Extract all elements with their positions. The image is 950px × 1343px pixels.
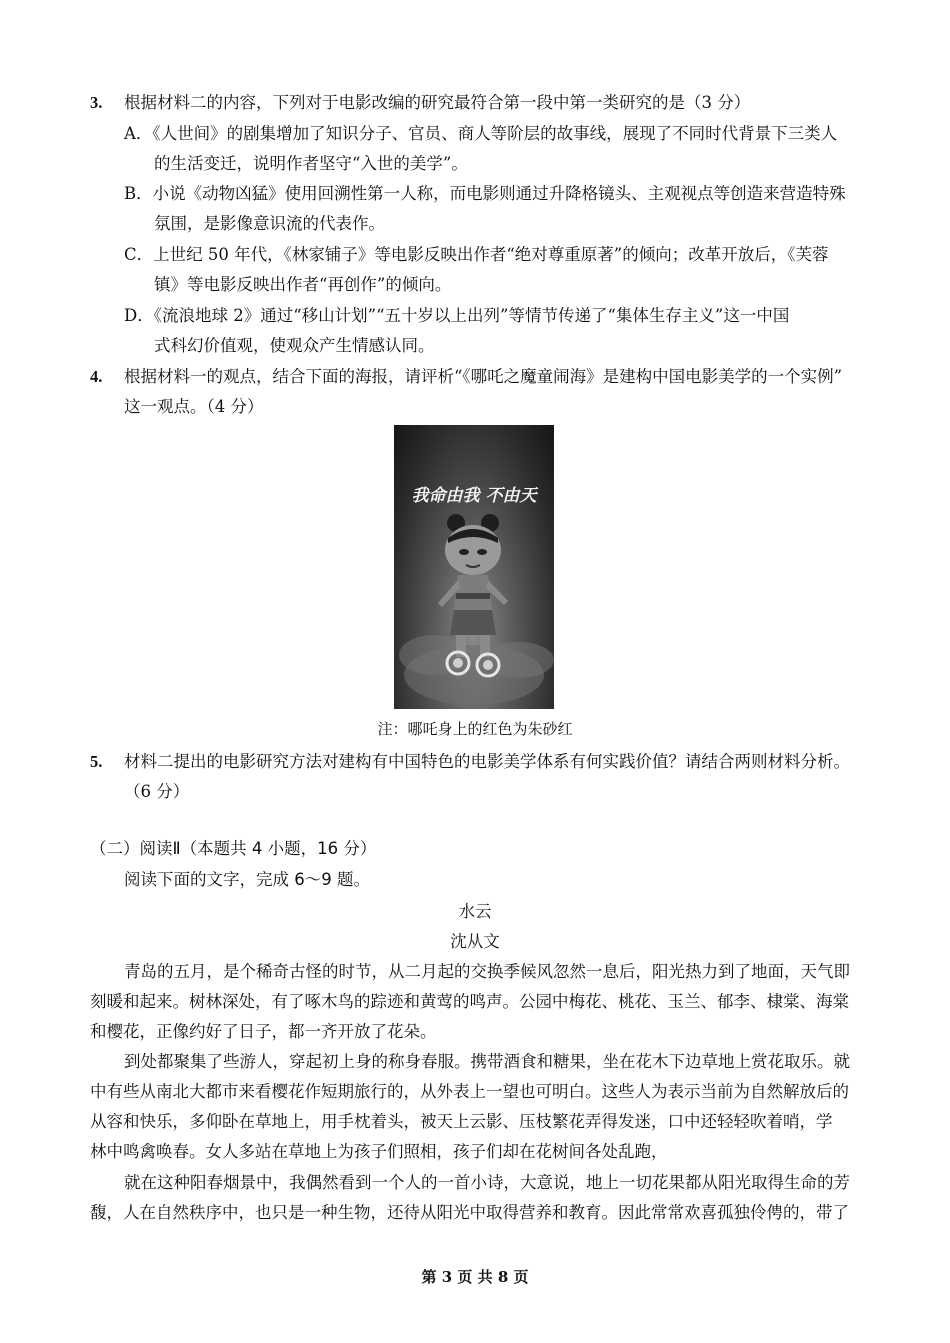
article-p1-line1: 青岛的五月，是个稀奇古怪的时节，从二月起的交换季候风忽然一息后，阳光热力到了地面，天气即 [124, 962, 850, 981]
article-title: 水云 [458, 902, 492, 921]
article-p3-line1: 就在这种阳春烟景中，我偶然看到一个人的一首小诗，大意说，地上一切花果都从阳光取得生命的芳 [124, 1173, 850, 1192]
article-p1-line3: 和樱花，正像约好了日子，都一齐开放了花朵。 [90, 1022, 437, 1041]
q4-stem-line1: 根据材料一的观点，结合下面的海报，请评析“《哪吒之魔童闹海》是建构中国电影美学的一个实例” [124, 367, 843, 386]
article-p3-line2: 馥，人在自然秩序中，也只是一种生物，还待从阳光中取得营养和教育。因此常常欢喜孤独伶俜的，带了 [90, 1203, 849, 1222]
q3-option-a-line2: 的生活变迁，说明作者坚守“入世的美学”。 [154, 154, 468, 173]
nezha-figure-illustration [394, 425, 554, 709]
q3-option-d-line2: 式科幻价值观，使观众产生情感认同。 [154, 336, 435, 355]
q3-option-b-line2: 氛围，是影像意识流的代表作。 [154, 214, 385, 233]
section-header: （二）阅读Ⅱ（本题共 4 小题，16 分） [90, 839, 377, 858]
article-author: 沈从文 [450, 932, 500, 951]
poster-slogan: 我命由我 不由天 [411, 486, 537, 506]
article-p2-line3: 从容和快乐，多仰卧在草地上，用手枕着头，被天上云影、压枝繁花弄得发迷，口中还轻轻吹着哨，学 [90, 1112, 833, 1131]
q4-number: 4. [90, 367, 103, 386]
q5-number: 5. [90, 752, 103, 771]
q3-option-b-line1: B．小说《动物凶猛》使用回溯性第一人称，而电影则通过升降格镜头、主观视点等创造来营造特殊 [124, 184, 846, 203]
q4-stem-line2: 这一观点。（4 分） [124, 397, 264, 416]
article-p1-line2: 刻暖和起来。树林深处，有了啄木鸟的踪迹和黄莺的鸣声。公园中梅花、桃花、玉兰、郁李、棣棠、海棠 [90, 992, 849, 1011]
q3-option-c-line1: C．上世纪 50 年代，《林家铺子》等电影反映出作者“绝对尊重原著”的倾向；改革开放后，《芙蓉 [124, 245, 829, 264]
poster-note: 注：哪吒身上的红色为朱砂红 [377, 720, 573, 738]
article-p2-line2: 中有些从南北大都市来看樱花作短期旅行的，从外表上一望也可明白。这些人为表示当前为自然解放后的 [90, 1082, 849, 1101]
q3-option-a-line1: A．《人世间》的剧集增加了知识分子、官员、商人等阶层的故事线，展现了不同时代背景下三类人 [124, 124, 838, 143]
q3-option-d-line1: D．《流浪地球 2》通过“移山计划”“五十岁以上出列”等情节传递了“集体生存主义”这一中国 [124, 306, 790, 325]
nezha-poster-image [394, 425, 554, 709]
q3-option-c-line2: 镇》等电影反映出作者“再创作”的倾向。 [154, 275, 452, 294]
page-footer: 第 3 页 共 8 页 [421, 1268, 529, 1286]
q5-stem-line1: 材料二提出的电影研究方法对建构有中国特色的电影美学体系有何实践价值？请结合两则材料分析。 [124, 752, 850, 771]
q5-stem-line2: （6 分） [124, 782, 190, 801]
article-p2-line4: 林中鸣禽唤春。女人多站在草地上为孩子们照相，孩子们却在花树间各处乱跑， [90, 1142, 668, 1161]
q3-number: 3. [90, 93, 103, 112]
article-p2-line1: 到处都聚集了些游人，穿起初上身的称身春服。携带酒食和糖果，坐在花木下边草地上赏花取乐。就 [124, 1052, 850, 1071]
q3-stem: 根据材料二的内容，下列对于电影改编的研究最符合第一段中第一类研究的是（3 分） [124, 93, 751, 112]
section-instruction: 阅读下面的文字，完成 6～9 题。 [124, 870, 370, 889]
